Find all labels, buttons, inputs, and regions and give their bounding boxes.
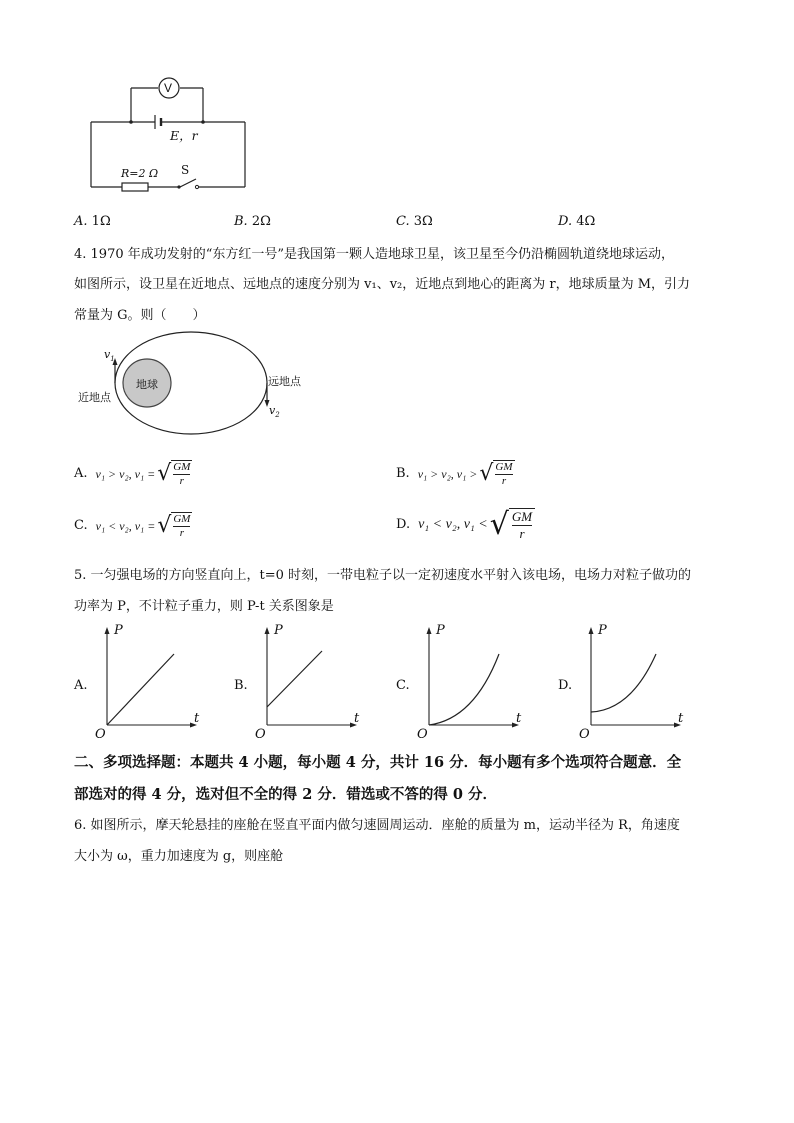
q3-option-c: C. 3Ω bbox=[396, 214, 433, 229]
q4-stem-line2: 如图所示，设卫星在近地点、远地点的速度分别为 v₁、v₂，近地点到地心的距离为 r，地球质量为 M，引力 bbox=[74, 277, 691, 292]
battery-label: E，r bbox=[170, 128, 198, 143]
graph-a-curve bbox=[107, 654, 174, 725]
q4-option-c: C. v₁ < v₂, v₁ = √ GM r bbox=[74, 513, 191, 539]
graph-a-letter: A. bbox=[74, 678, 88, 693]
graph-a-y-label: P bbox=[114, 623, 123, 638]
v1-label: $v_1$ bbox=[104, 348, 115, 364]
graph-b-origin: O bbox=[255, 727, 266, 742]
earth-label: 地球 bbox=[136, 378, 158, 391]
q5-stem-line2: 功率为 P，不计粒子重力，则 P-t 关系图象是 bbox=[74, 599, 334, 614]
graph-d-x-label: t bbox=[678, 711, 684, 726]
q4-stem-line1: 4. 1970 年成功发射的“东方红一号”是我国第一颗人造地球卫星，该卫星至今仍沿椭圆轨道绕地球运动， bbox=[74, 247, 675, 262]
graph-c-y-label: P bbox=[436, 623, 445, 638]
graph-d-letter: D. bbox=[558, 678, 573, 693]
switch-label: S bbox=[181, 163, 190, 177]
voltmeter-label: V bbox=[164, 81, 173, 95]
graph-c-x-label: t bbox=[516, 711, 522, 726]
graph-d-curve bbox=[591, 654, 656, 712]
q6-stem-line1: 6. 如图所示，摩天轮悬挂的座舱在竖直平面内做匀速圆周运动．座舱的质量为 m，运动半径为 R，角速度 bbox=[74, 818, 680, 833]
orbit-diagram bbox=[100, 330, 280, 440]
sqrt-expression: √ GM r bbox=[157, 513, 191, 539]
graph-d bbox=[576, 622, 686, 744]
graph-c-origin: O bbox=[417, 727, 428, 742]
graph-a-x-label: t bbox=[194, 711, 200, 726]
q4-option-a: A. v₁ > v₂, v₁ = √ GM r bbox=[74, 461, 191, 487]
graph-b-letter: B. bbox=[234, 678, 248, 693]
q4-option-b: B. v₁ > v₂, v₁ > √ GM r bbox=[396, 461, 513, 487]
sqrt-expression: √ GM r bbox=[479, 461, 513, 487]
graph-b bbox=[252, 622, 362, 744]
q6-stem-line2: 大小为 ω，重力加速度为 g，则座舱 bbox=[74, 849, 284, 864]
graph-d-y-label: P bbox=[598, 623, 607, 638]
graph-b-curve bbox=[267, 651, 322, 707]
graph-b-y-label: P bbox=[274, 623, 283, 638]
q5-stem-line1: 5. 一匀强电场的方向竖直向上，t=0 时刻，一带电粒子以一定初速度水平射入该电场，电场力对粒子做功的 bbox=[74, 568, 692, 583]
graph-a bbox=[92, 622, 202, 744]
perigee-label: 近地点 bbox=[78, 391, 111, 404]
graph-a-origin: O bbox=[95, 727, 106, 742]
graph-c bbox=[414, 622, 524, 744]
q3-option-b: B. 2Ω bbox=[234, 214, 271, 229]
resistor-label: R=2 Ω bbox=[121, 167, 159, 180]
apogee-label: 远地点 bbox=[268, 375, 301, 388]
sqrt-expression: √ GM r bbox=[490, 508, 535, 542]
section-heading-line1: 二、多项选择题：本题共 4 小题，每小题 4 分，共计 16 分．每小题有多个选项符合题意．全 bbox=[74, 754, 682, 771]
graph-d-origin: O bbox=[579, 727, 590, 742]
q4-stem-line3: 常量为 G。则（ ） bbox=[74, 308, 206, 323]
graph-c-curve bbox=[429, 654, 499, 725]
q3-option-d: D. 4Ω bbox=[558, 214, 596, 229]
q3-option-a: A. 1Ω bbox=[74, 214, 111, 229]
graph-c-letter: C. bbox=[396, 678, 410, 693]
sqrt-expression: √ GM r bbox=[157, 461, 191, 487]
graph-b-x-label: t bbox=[354, 711, 360, 726]
v2-label: $v_2$ bbox=[269, 404, 280, 420]
q4-option-d: D. v₁ < v₂, v₁ < √ GM r bbox=[396, 508, 535, 542]
section-heading-line2: 部选对的得 4 分，选对但不全的得 2 分．错选或不答的得 0 分． bbox=[74, 786, 498, 803]
